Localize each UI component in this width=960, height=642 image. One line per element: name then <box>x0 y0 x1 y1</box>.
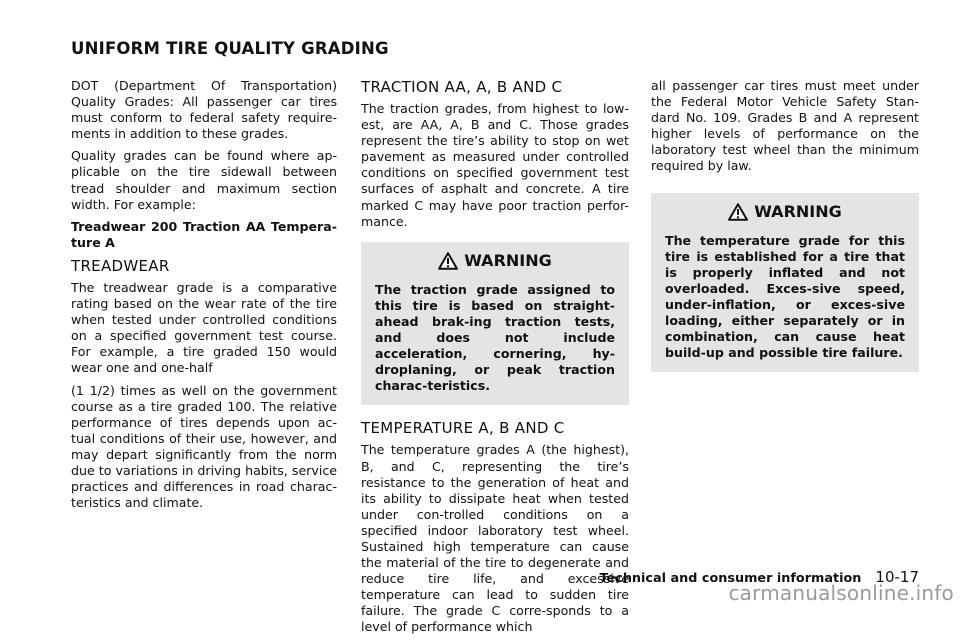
column-1 <box>71 78 337 517</box>
temperature-paragraph: The temperature grades A (the highest), B, and C, representing the tire’s resistance to the generation of heat and its ability to dissipate heat when tested under con-trolled conditions on a specified indoor laboratory test wheel. Sustained high temperature can cause the material of the tire to degenerate and reduce tire life, and excessive temperature can lead to sudden tire failure. The grade C corre-sponds to a level of performance which <box>361 442 629 635</box>
page-title: UNIFORM TIRE QUALITY GRADING <box>71 39 389 58</box>
example-grade: Treadwear 200 Traction AA Tempera-ture A <box>71 218 337 250</box>
intro-paragraph: DOT (Department Of Transportation) Quality Grades: All passenger car tires must conform to federal safety require-ments in addition to these grades. <box>71 78 337 142</box>
temperature-warning-box <box>651 193 919 373</box>
treadwear-paragraph-1: The treadwear grade is a comparative rating based on the wear rate of the tire when tested under controlled conditions on a specified government test course. For example, a tire graded 150 would wear one and one-half <box>71 279 337 376</box>
warning-text: The temperature grade for this tire is established for a tire that is properly inflated and not overloaded. Exces-sive speed, under-inflation, or exces-sive loading, either separately or in combination, can cause heat build-up and possible tire failure. <box>665 232 905 361</box>
heading-traction: TRACTION AA, A, B AND C <box>361 78 563 96</box>
warning-triangle-icon <box>728 203 748 221</box>
column-3 <box>651 78 919 386</box>
location-paragraph: Quality grades can be found where ap-plicable on the tire sidewall between tread shoulder and maximum section width. For example: <box>71 148 337 212</box>
warning-header <box>375 252 615 270</box>
heading-temperature: TEMPERATURE A, B AND C <box>361 419 565 438</box>
traction-paragraph: The traction grades, from highest to low-est, are AA, A, B and C. Those grades represent the tire’s ability to stop on wet pavement as measured under controlled conditions on specified government test surfaces of asphalt and concrete. A tire marked C may have poor traction perfor-mance. <box>361 101 629 229</box>
column-2 <box>361 78 629 642</box>
traction-warning-box <box>361 242 629 406</box>
heading-treadwear: TREADWEAR <box>71 256 170 275</box>
warning-triangle-icon <box>438 252 458 270</box>
warning-header <box>665 203 905 221</box>
footer-section-title: Technical and consumer information <box>599 571 862 586</box>
warning-title: WARNING <box>754 201 842 221</box>
warning-text: The traction grade assigned to this tire is based on straight-ahead brak-ing traction tests, and does not include acceleration, cornering, hy-droplaning, or peak traction charac-teristics. <box>375 281 615 394</box>
temperature-continued-paragraph: all passenger car tires must meet under the Federal Motor Vehicle Safety Stan-dard No. 109. Grades B and A represent higher levels of performance on the laboratory test wheel than the minimum required by law. <box>651 78 919 174</box>
watermark: carmanualsonline.info <box>728 581 954 605</box>
warning-title: WARNING <box>464 250 552 270</box>
treadwear-paragraph-2: (1 1/2) times as well on the government course as a tire graded 100. The relative performance of tires depends upon ac-tual conditions of their use, however, and may depart significantly from the norm due to variations in driving habits, service practices and differences in road charac-teristics and climate. <box>71 382 337 511</box>
page-number: 10-17 <box>875 568 919 586</box>
